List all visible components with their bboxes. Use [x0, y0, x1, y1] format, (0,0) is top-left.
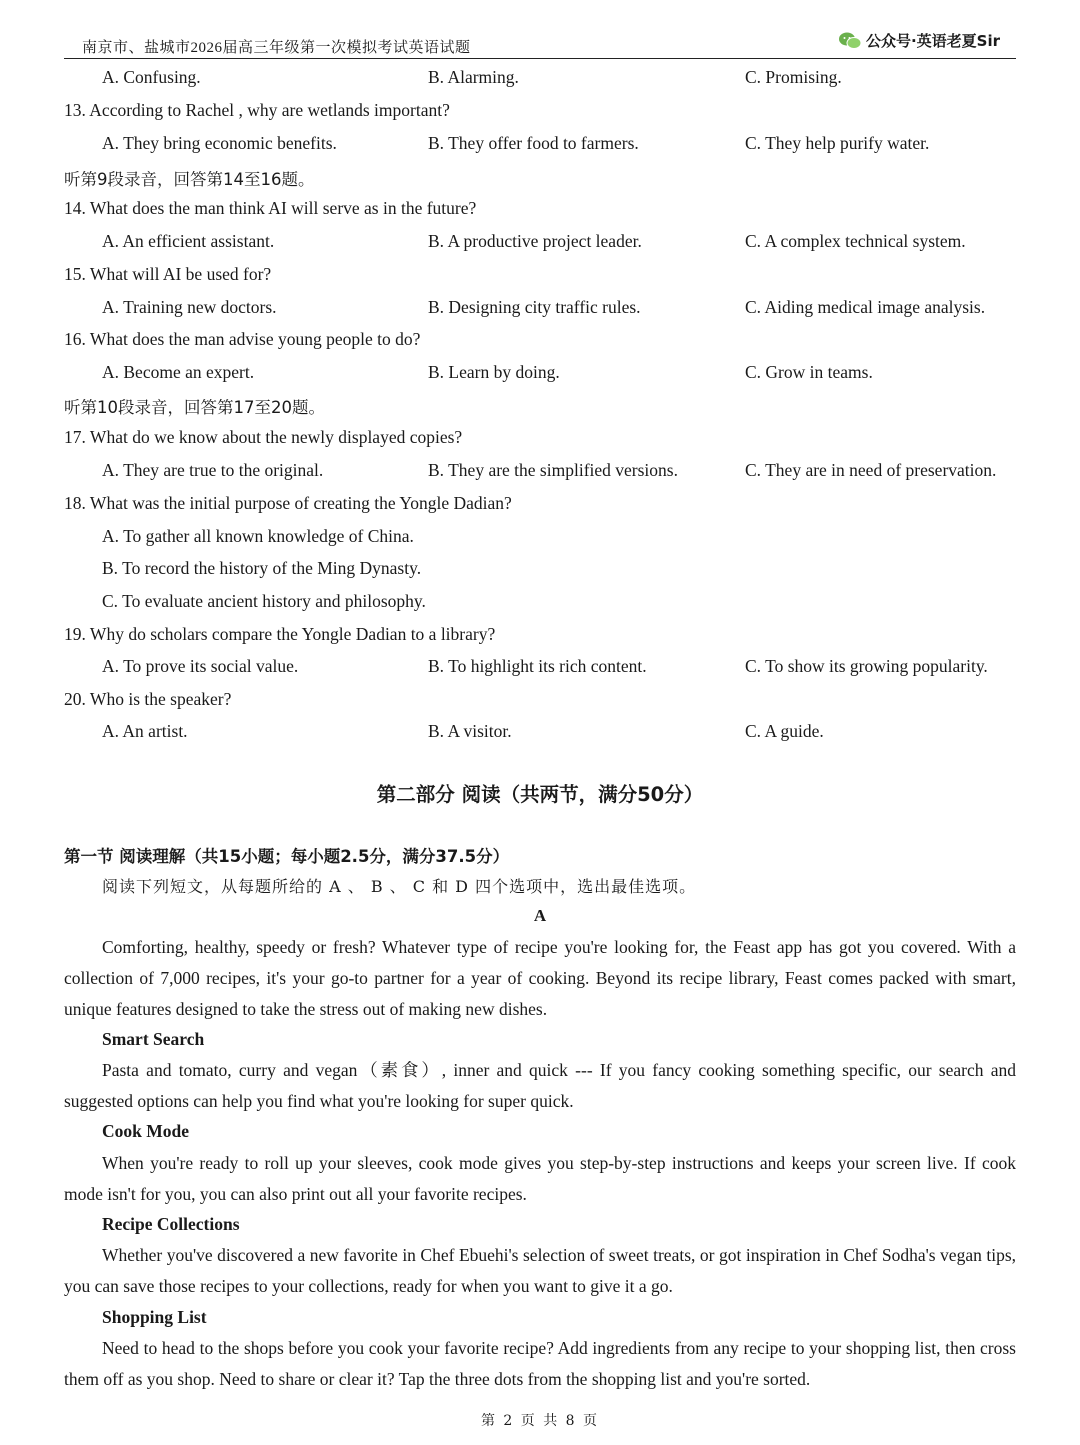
recipe-collections-heading: Recipe Collections [102, 1214, 240, 1234]
reading-instruction: 阅读下列短文，从每题所给的 A 、 B 、 C 和 D 四个选项中，选出最佳选项。 [102, 877, 697, 896]
q20-option-c: C. A guide. [745, 721, 824, 741]
q20-option-a: A. An artist. [102, 721, 188, 741]
recipe-collections-body: Whether you've discovered a new favorite in Chef Ebuehi's selection of sweet treats, or got inspiration in Chef Sodha's vegan tips, you can save those recipes to your collections, ready for when you want to give it a go. [64, 1245, 1016, 1296]
page-number: 第 2 页 共 8 页 [480, 1413, 600, 1429]
q13-question: 13. According to Rachel , why are wetlands important? [64, 100, 450, 120]
brand-badge [838, 30, 1000, 51]
q20-question: 20. Who is the speaker? [64, 689, 232, 709]
q13-option-b: B. They offer food to farmers. [428, 133, 639, 153]
q16-option-b: B. Learn by doing. [428, 362, 560, 382]
section9-instruction: 听第9段录音，回答第14至16题。 [64, 170, 315, 189]
q12-option-a: A. Confusing. [102, 67, 201, 87]
smart-search-heading: Smart Search [102, 1029, 205, 1049]
q19-option-b: B. To highlight its rich content. [428, 656, 647, 676]
q14-question: 14. What does the man think AI will serve as in the future? [64, 198, 477, 218]
q15-option-c: C. Aiding medical image analysis. [745, 297, 986, 317]
q18-question: 18. What was the initial purpose of creating the Yongle Dadian? [64, 493, 512, 513]
q18-option-b: B. To record the history of the Ming Dynasty. [102, 558, 422, 578]
q15-option-b: B. Designing city traffic rules. [428, 297, 641, 317]
q14-option-c: C. A complex technical system. [745, 231, 966, 251]
q14-option-a: A. An efficient assistant. [102, 231, 275, 251]
passage-label: A [533, 906, 547, 925]
q17-option-b: B. They are the simplified versions. [428, 460, 678, 480]
q17-question: 17. What do we know about the newly displayed copies? [64, 427, 463, 447]
q19-option-c: C. To show its growing popularity. [745, 656, 988, 676]
exam-title: 南京市、盐城市2026届高三年级第一次模拟考试英语试题 [82, 40, 471, 56]
q16-option-a: A. Become an expert. [102, 362, 255, 382]
shopping-list-body: Need to head to the shops before you cook your favorite recipe? Add ingredients from any recipe to your shopping list, then cross them off as you shop. Need to share or clear it? Tap the three dots from the shopping list and you're sorted. [64, 1338, 1016, 1389]
q12-option-c: C. Promising. [745, 67, 842, 87]
wechat-icon [838, 31, 862, 51]
q16-question: 16. What does the man advise young people to do? [64, 329, 421, 349]
q13-option-a: A. They bring economic benefits. [102, 133, 337, 153]
q14-option-b: B. A productive project leader. [428, 231, 642, 251]
q19-question: 19. Why do scholars compare the Yongle Dadian to a library? [64, 624, 496, 644]
q20-option-b: B. A visitor. [428, 721, 512, 741]
q12-option-b: B. Alarming. [428, 67, 519, 87]
q17-option-a: A. They are true to the original. [102, 460, 324, 480]
q16-option-c: C. Grow in teams. [745, 362, 873, 382]
cook-mode-heading: Cook Mode [102, 1121, 190, 1141]
q15-option-a: A. Training new doctors. [102, 297, 277, 317]
part2-title: 第二部分 阅读（共两节，满分50分） [376, 783, 704, 806]
q19-option-a: A. To prove its social value. [102, 656, 299, 676]
page-header [64, 30, 1016, 59]
shopping-list-heading: Shopping List [102, 1307, 207, 1327]
smart-search-body: Pasta and tomato, curry and vegan（素食）, inner and quick --- If you fancy cooking something specific, our search and suggested options can help you find what you're looking for super quick. [64, 1060, 1016, 1111]
q15-question: 15. What will AI be used for? [64, 264, 272, 284]
brand-text: 公众号·英语老夏Sir [865, 32, 1000, 50]
q18-option-a: A. To gather all known knowledge of China. [102, 526, 414, 546]
q13-option-c: C. They help purify water. [745, 133, 930, 153]
passage-intro: Comforting, healthy, speedy or fresh? Whatever type of recipe you're looking for, the Feast app has got you covered. With a collection of 7,000 recipes, it's your go-to partner for a year of cooking. Beyond its recipe library, Feast comes packed with smart, unique features designed to take the stress out of making new dishes. [64, 937, 1016, 1019]
q17-option-c: C. They are in need of preservation. [745, 460, 997, 480]
section10-instruction: 听第10段录音，回答第17至20题。 [64, 398, 325, 417]
cook-mode-body: When you're ready to roll up your sleeves, cook mode gives you step-by-step instructions and keeps your screen live. If cook mode isn't for you, you can also print out all your favorite recipes. [64, 1153, 1016, 1204]
section1-title: 第一节 阅读理解（共15小题；每小题2.5分，满分37.5分） [64, 847, 510, 866]
q18-option-c: C. To evaluate ancient history and philosophy. [102, 591, 426, 611]
